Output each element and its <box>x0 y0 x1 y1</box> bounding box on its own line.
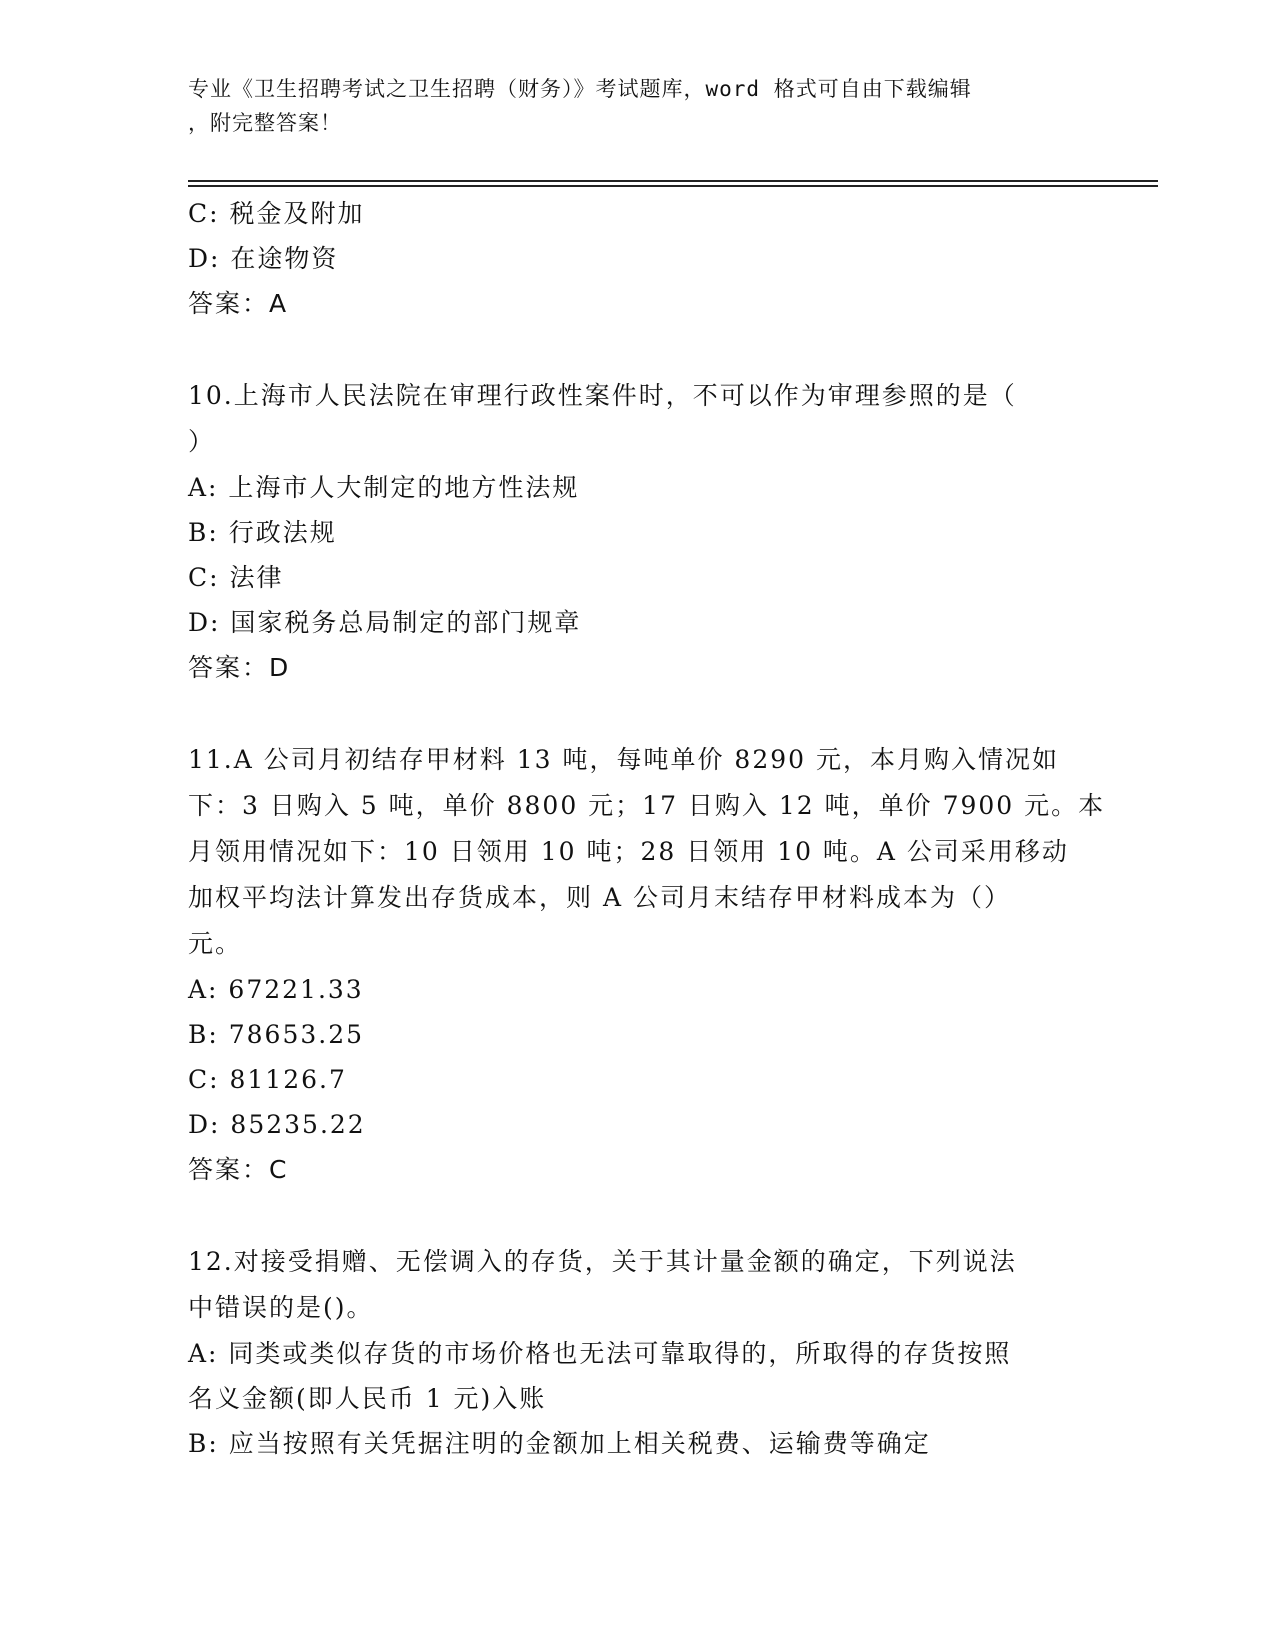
option-a-continued: 名义金额(即人民币 1 元)入账 <box>188 1384 547 1413</box>
document-body <box>188 191 1106 1466</box>
answer-line: 答案：D <box>188 653 291 682</box>
option-d: D: 在途物资 <box>188 244 339 273</box>
option-c: C: 法律 <box>188 563 284 592</box>
header-line: ，附完整答案！ <box>188 111 342 135</box>
question-stem: 中错误的是()。 <box>188 1293 374 1322</box>
option-b: B: 应当按照有关凭据注明的金额加上相关税费、运输费等确定 <box>188 1429 931 1458</box>
prev-question-tail <box>188 191 1088 326</box>
question-stem: 11.A 公司月初结存甲材料 13 吨，每吨单价 8290 元，本月购入情况如 <box>188 745 1059 774</box>
option-b: B: 行政法规 <box>188 518 337 547</box>
option-c: C: 税金及附加 <box>188 199 365 228</box>
question-stem: 月领用情况如下：10 日领用 10 吨；28 日领用 10 吨。A 公司采用移动 <box>188 837 1069 866</box>
spacer <box>188 1192 1088 1239</box>
spacer <box>188 326 1088 373</box>
option-d: D: 85235.22 <box>188 1110 366 1139</box>
option-b: B: 78653.25 <box>188 1020 365 1049</box>
question-stem: ） <box>188 427 216 456</box>
option-a: A: 67221.33 <box>188 975 364 1004</box>
option-d: D: 国家税务总局制定的部门规章 <box>188 608 582 637</box>
answer-line: 答案：C <box>188 1155 289 1184</box>
option-a: A: 上海市人大制定的地方性法规 <box>188 473 580 502</box>
document-header <box>188 72 1068 140</box>
question-12 <box>188 1239 1088 1466</box>
spacer <box>188 690 1088 737</box>
question-stem: 12.对接受捐赠、无偿调入的存货，关于其计量金额的确定，下列说法 <box>188 1247 1017 1276</box>
question-stem: 加权平均法计算发出存货成本，则 A 公司月末结存甲材料成本为（） <box>188 883 1011 912</box>
answer-line: 答案：A <box>188 289 289 318</box>
header-divider <box>188 180 1158 182</box>
option-a: A: 同类或类似存货的市场价格也无法可靠取得的，所取得的存货按照 <box>188 1339 1012 1368</box>
header-line: 专业《卫生招聘考试之卫生招聘（财务）》考试题库，word 格式可自由下载编辑 <box>188 77 972 101</box>
question-11 <box>188 737 1106 1192</box>
header-divider <box>188 185 1158 187</box>
option-c: C: 81126.7 <box>188 1065 347 1094</box>
question-10 <box>188 373 1088 690</box>
question-stem: 10.上海市人民法院在审理行政性案件时，不可以作为审理参照的是（ <box>188 381 1017 410</box>
question-stem: 下：3 日购入 5 吨，单价 8800 元；17 日购入 12 吨，单价 7900 元。本 <box>188 791 1106 820</box>
question-stem: 元。 <box>188 929 243 958</box>
